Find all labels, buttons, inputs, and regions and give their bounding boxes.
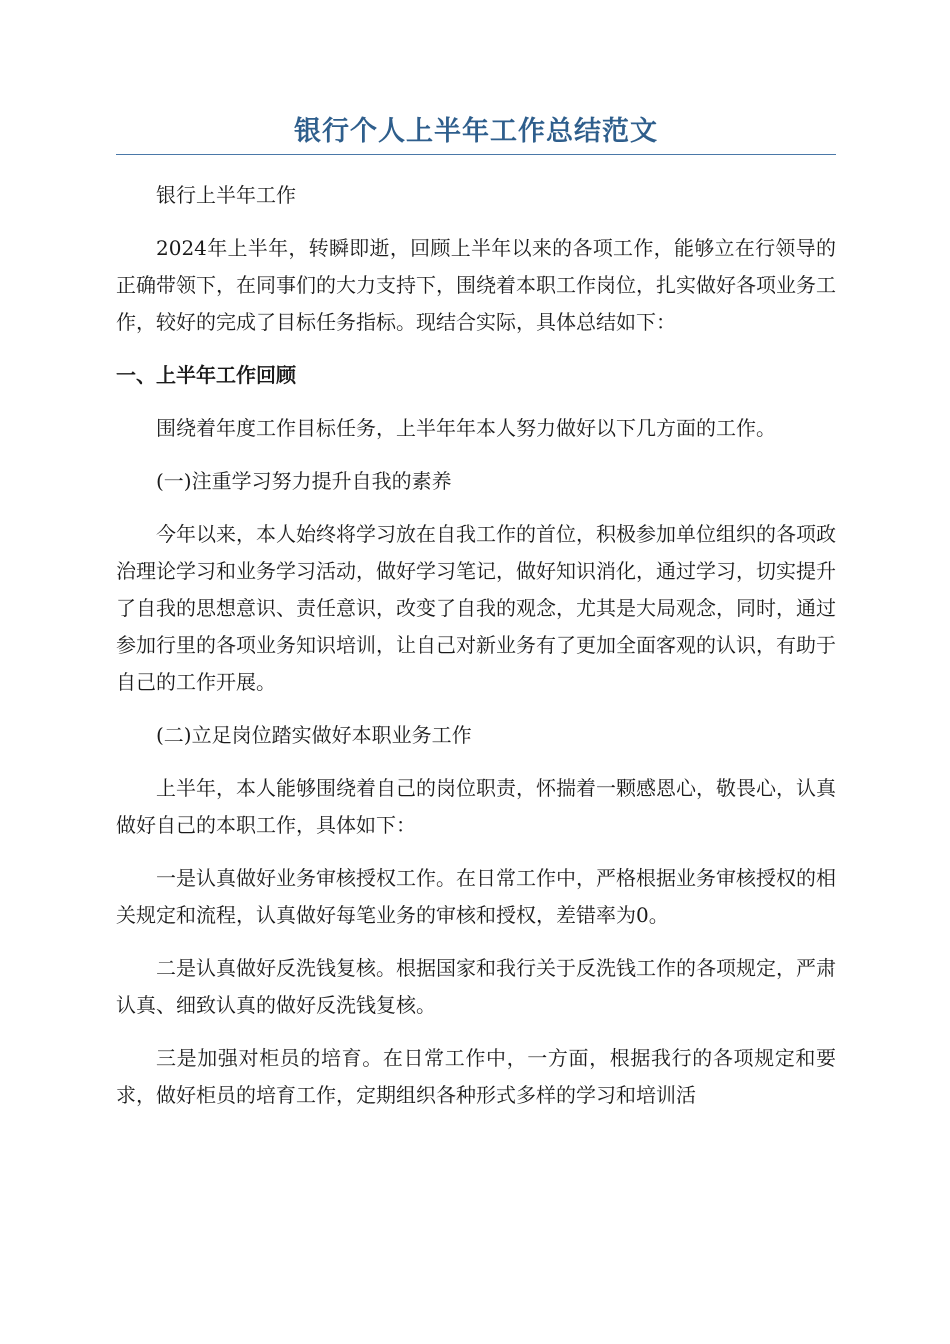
- duties-paragraph: 上半年，本人能够围绕着自己的岗位职责，怀揣着一颗感恩心，敬畏心，认真做好自己的本职工作，具体如下：: [116, 776, 836, 837]
- title-underline: [116, 154, 836, 155]
- item-anti-money-laundering: 二是认真做好反洗钱复核。根据国家和我行关于反洗钱工作的各项规定，严肃认真、细致认真的做好反洗钱复核。: [116, 956, 836, 1017]
- subheading-duties: (二)立足岗位踏实做好本职业务工作: [156, 723, 472, 747]
- study-paragraph: 今年以来，本人始终将学习放在自我工作的首位，积极参加单位组织的各项政治理论学习和业务学习活动，做好学习笔记，做好知识消化，通过学习，切实提升了自我的思想意识、责任意识，改变了自我的观念，尤其是大局观念，同时，通过参加行里的各项业务知识培训，让自己对新业务有了更加全面客观的认识，有助于自己的工作开展。: [116, 522, 836, 694]
- document-title: 银行个人上半年工作总结范文: [294, 116, 658, 147]
- item-audit-authorization: 一是认真做好业务审核授权工作。在日常工作中，严格根据业务审核授权的相关规定和流程，认真做好每笔业务的审核和授权，差错率为0。: [116, 866, 836, 927]
- section-intro: 围绕着年度工作目标任务，上半年年本人努力做好以下几方面的工作。: [156, 416, 776, 440]
- section-heading-review: 一、上半年工作回顾: [116, 363, 296, 387]
- intro-label: 银行上半年工作: [156, 183, 296, 207]
- item-teller-training: 三是加强对柜员的培育。在日常工作中，一方面，根据我行的各项规定和要求，做好柜员的培育工作，定期组织各种形式多样的学习和培训活: [116, 1046, 836, 1107]
- intro-paragraph: 2024年上半年，转瞬即逝，回顾上半年以来的各项工作，能够立在行领导的正确带领下，在同事们的大力支持下，围绕着本职工作岗位，扎实做好各项业务工作，较好的完成了目标任务指标。现结合实际，具体总结如下：: [116, 236, 836, 334]
- document-page: [116, 112, 836, 1130]
- subheading-study: (一)注重学习努力提升自我的素养: [156, 469, 452, 493]
